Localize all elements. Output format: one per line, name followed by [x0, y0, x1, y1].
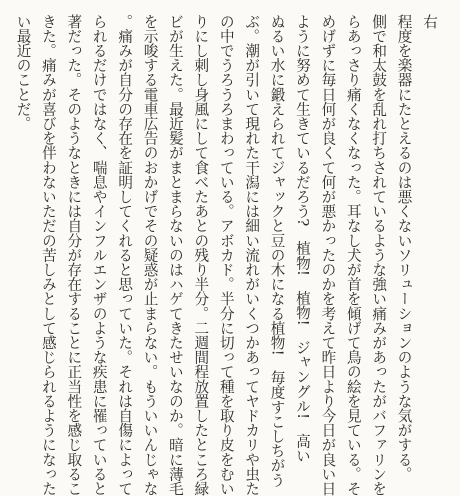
text-column-13: 。痛みが自分の存在を証明してくれると思っていた。それは自傷によって [116, 14, 134, 496]
text-column-12: を示唆する電車広告のおかげでその疑惑が止まらない。もういいんじゃな [141, 14, 159, 496]
text-column-7: ぬるい水に鍛えられてジャックと豆の木になる植物! 毎度すこしちがう [268, 14, 286, 488]
text-column-6: ように努めて生きているだろう? 植物! 植物! ジャングル! 高い [293, 14, 311, 463]
text-column-17: い最近のことだ。 [14, 14, 32, 131]
text-column-14: られるだけではなく、喘息やインフルエンザのような疾患に罹っていると [90, 14, 108, 496]
text-column-16: きた。痛みが喜びを伴わないただの苦しみとして感じられるようになった [39, 14, 57, 496]
text-column-5: めげずに毎日何が良くて何が悪かったのかを考えて昨日より今日が良い日 [319, 14, 337, 496]
text-column-9: の中でうろうろまわっている。アボカド。半分に切って種を取り皮をむい [217, 14, 235, 496]
text-column-10: りにし刺し身風にして食べたあとの残り半分。二週間程放置したところ緑 [192, 14, 210, 496]
text-column-4: らあっさり痛くなくなった。耳なし犬が首を傾げて鳥の絵を見ている。そ [344, 14, 362, 496]
text-column-2: 程度を楽器にたとえるのは悪くないソリューションのような気がする。 [395, 14, 413, 482]
text-column-3: 側で和太鼓を乱れ打ちされているような強い痛みがあったがバファリンを [370, 14, 388, 496]
text-column-8: ぶ。潮が引いて現れた干潟には細い流れがいくつかあってヤドカリや虫た [243, 14, 261, 496]
text-column-11: ビが生えた。最近髪がまとまらないのはハゲてきたせいなのか。暗に薄毛 [166, 14, 184, 496]
vertical-text-body [14, 14, 442, 496]
text-column-1: 右 [421, 14, 438, 29]
text-column-15: 著だった。そのようなときには自分が存在することに正当性を感じ取るこ [65, 14, 83, 496]
